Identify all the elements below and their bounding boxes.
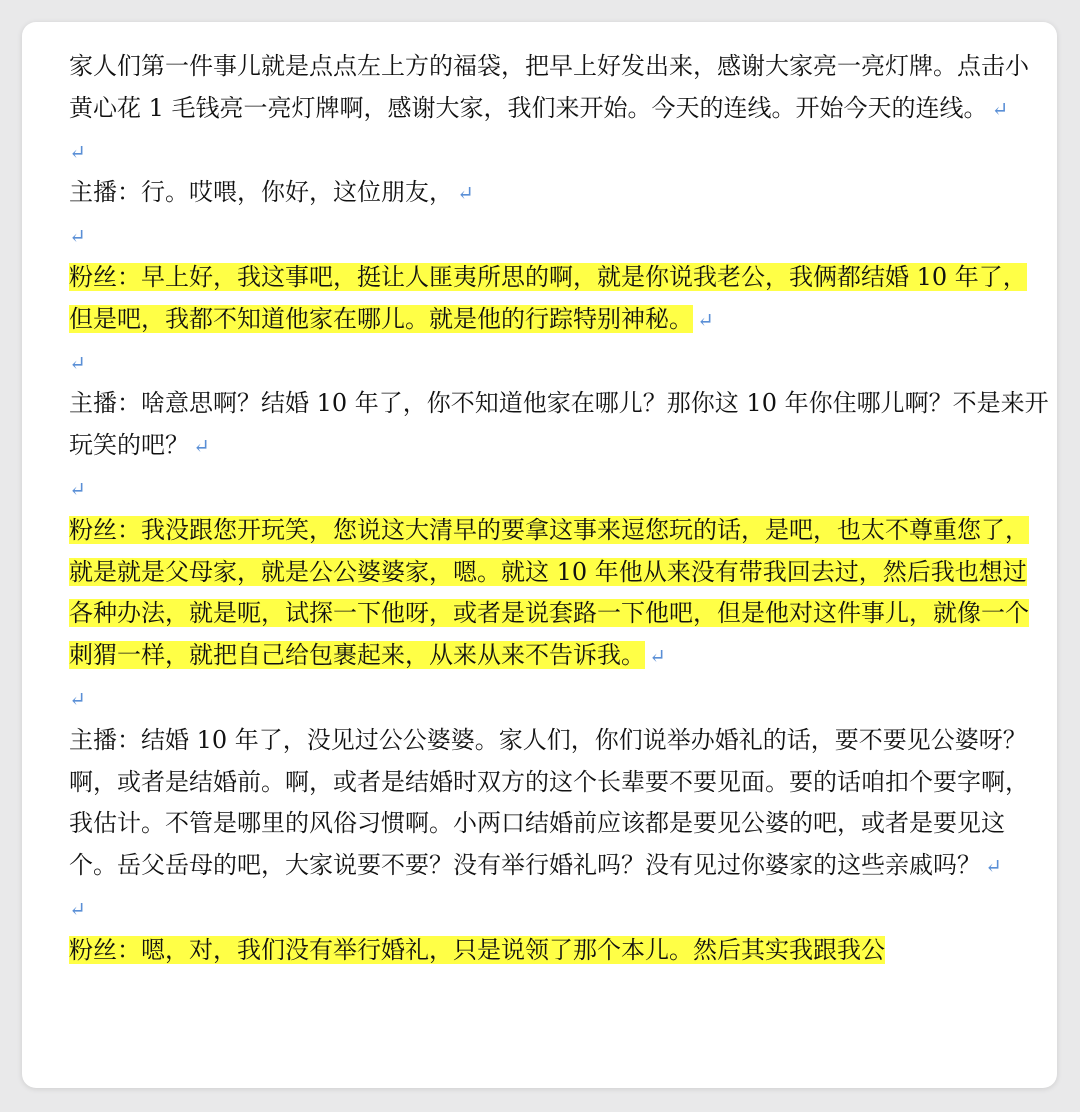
paragraph-host-1 xyxy=(69,172,1049,215)
paragraph-intro xyxy=(69,46,1049,131)
paragraph-text: 主播：结婚 10 年了，没见过公公婆婆。家人们，你们说举办婚礼的话，要不要见公婆呀？啊，或者是结婚前。啊，或者是结婚时双方的这个长辈要不要见面。要的话咱扣个要字啊，我估计。不管是哪里的风俗习惯啊。小两口结婚前应该都是要见公婆的吧，或者是要见这个。岳父岳母的吧，大家说要不要？没有举行婚礼吗？没有见过你婆家的这些亲戚吗？ xyxy=(69,725,1029,880)
highlighted-text: 粉丝：早上好，我这事吧，挺让人匪夷所思的啊，就是你说我老公，我俩都结婚 10 年了，但是吧，我都不知道他家在哪儿。就是他的行踪特别神秘。 xyxy=(69,262,1027,333)
highlighted-text: 粉丝：嗯，对，我们没有举行婚礼，只是说领了那个本儿。然后其实我跟我公 xyxy=(69,935,885,964)
empty-paragraph xyxy=(69,468,1049,510)
paragraph-return-icon: ↵ xyxy=(69,686,86,711)
empty-paragraph xyxy=(69,888,1049,930)
paragraph-fan-3 xyxy=(69,930,1049,972)
paragraph-return-icon: ↵ xyxy=(985,854,1002,879)
document-page xyxy=(22,22,1057,1088)
empty-paragraph xyxy=(69,215,1049,257)
empty-paragraph xyxy=(69,342,1049,384)
empty-paragraph xyxy=(69,678,1049,720)
paragraph-return-icon: ↵ xyxy=(457,181,474,206)
paragraph-fan-1 xyxy=(69,257,1049,342)
paragraph-return-icon: ↵ xyxy=(69,476,86,501)
paragraph-return-icon: ↵ xyxy=(649,644,666,669)
paragraph-return-icon: ↵ xyxy=(193,434,210,459)
paragraph-text: 主播：啥意思啊？结婚 10 年了，你不知道他家在哪儿？那你这 10 年你住哪儿啊？不是来开玩笑的吧？ xyxy=(69,389,1049,460)
paragraph-return-icon: ↵ xyxy=(991,96,1009,121)
paragraph-host-3 xyxy=(69,720,1049,888)
document-body xyxy=(69,46,1049,972)
empty-paragraph xyxy=(69,131,1049,173)
highlighted-text: 粉丝：我没跟您开玩笑，您说这大清早的要拿这事来逗您玩的话，是吧，也太不尊重您了，就是就是父母家，就是公公婆婆家，嗯。就这 10 年他从来没有带我回去过，然后我也想过各种办法，就是呃，试探一下他呀，或者是说套路一下他吧，但是他对这件事儿，就像一个刺猬一样，就把自己给包裹起来，从来从来不告诉我。 xyxy=(69,515,1029,670)
paragraph-text: 家人们第一件事儿就是点点左上方的福袋，把早上好发出来，感谢大家亮一亮灯牌。点击小黄心花 1 毛钱亮一亮灯牌啊，感谢大家，我们来开始。今天的连线。开始今天的连线。 xyxy=(69,52,1029,122)
paragraph-return-icon: ↵ xyxy=(69,350,86,375)
paragraph-return-icon: ↵ xyxy=(69,224,86,249)
paragraph-return-icon: ↵ xyxy=(697,307,714,332)
paragraph-fan-2 xyxy=(69,510,1049,678)
paragraph-text: 主播：行。哎喂，你好，这位朋友， xyxy=(69,178,453,207)
paragraph-return-icon: ↵ xyxy=(69,896,86,921)
paragraph-host-2 xyxy=(69,383,1049,468)
paragraph-return-icon: ↵ xyxy=(69,139,86,164)
